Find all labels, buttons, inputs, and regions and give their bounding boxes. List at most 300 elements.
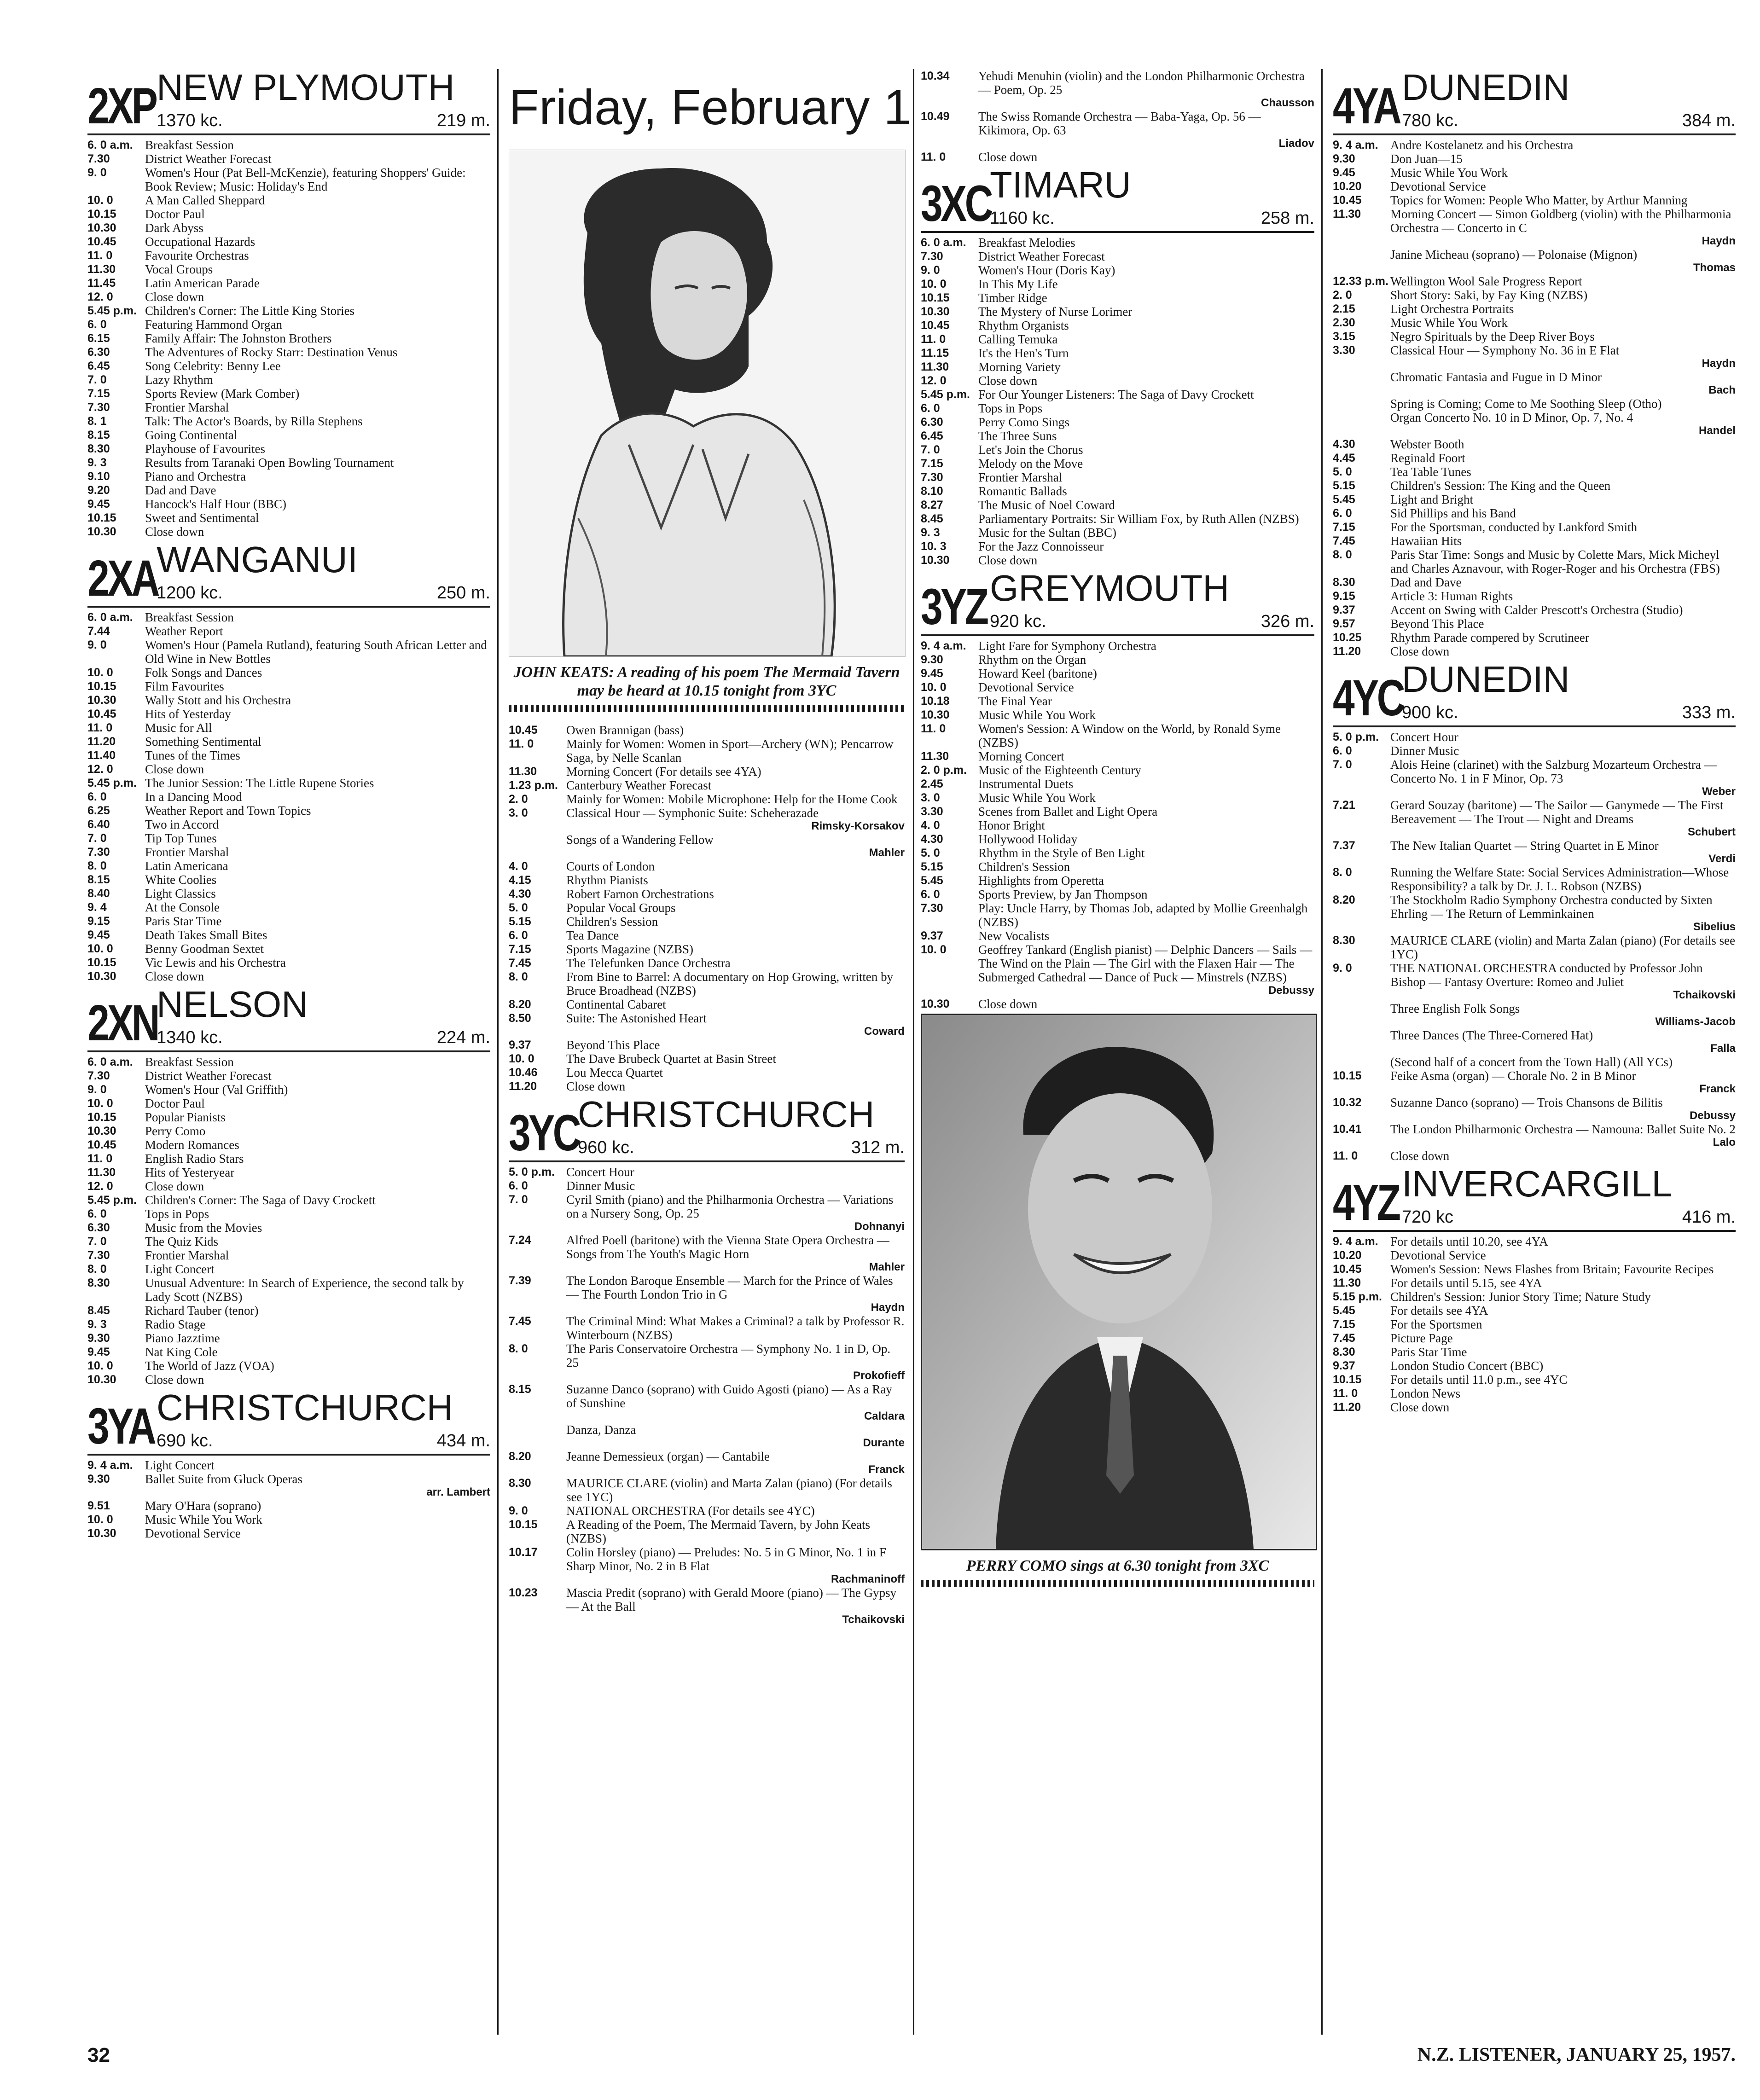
entry-programme: Music of the Eighteenth Century [978,763,1141,777]
entry-time: 10. 0 [87,1097,113,1110]
entry-composer: Coward [864,1025,905,1038]
schedule-entry [921,484,1314,498]
entry-programme: Women's Session: A Window on the World, by Ronald Syme (NZBS) [978,722,1281,749]
schedule-entry [1333,1400,1736,1414]
schedule-entry [921,777,1314,791]
entry-programme: Mary O'Hara (soprano) [145,1499,261,1513]
entry-programme: Children's Session: Junior Story Time; Nature Study [1390,1290,1651,1304]
schedule-entry [87,207,490,221]
entry-time: 3. 0 [509,806,528,819]
column-2 [509,69,912,1629]
schedule-entry [921,805,1314,818]
column-4 [1333,69,1736,1417]
entry-programme: Women's Hour (Pat Bell-McKenzie), featuring Shoppers' Guide: Book Review; Music: Holiday's End [145,166,466,193]
entry-time: 4.30 [921,833,943,846]
entry-programme: Light Fare for Symphony Orchestra [978,639,1156,653]
station-callsign: 4YZ [1333,1174,1399,1231]
entry-time: 6. 0 a.m. [87,1056,133,1068]
entry-time: 9. 4 a.m. [87,1459,133,1472]
entry-programme: Timber Ridge [978,291,1047,305]
entry-programme: Morning Concert (For details see 4YA) [566,765,761,778]
entry-programme: Latin American Parade [145,276,260,290]
entry-programme: Gerard Souzay (baritone) — The Sailor — Ganymede — The First Bereavement — The Trout — Night and Dreams [1390,798,1724,826]
entry-time: 10. 0 [87,194,113,207]
schedule-entry [921,374,1314,388]
entry-programme: Radio Stage [145,1317,206,1331]
station-2xp [87,69,490,539]
entry-programme: Accent on Swing with Calder Prescott's Orchestra (Studio) [1390,603,1683,617]
perry-como-photo [921,1014,1317,1550]
schedule-entry [921,498,1314,512]
entry-programme: Romantic Ballads [978,484,1067,498]
schedule-entry [87,762,490,776]
entry-time: 9.30 [87,1473,110,1485]
entry-time: 6. 0 [1333,744,1352,757]
entry-time: 10.15 [87,1111,116,1124]
station-wavelength: 250 m. [436,583,490,603]
station-2xn [87,986,490,1386]
entry-time: 6.40 [87,818,110,831]
entry-programme: Frontier Marshal [978,470,1063,484]
entry-time: 10. 0 [87,942,113,955]
schedule-entry [1333,1149,1736,1163]
schedule-entry [921,888,1314,901]
entry-time: 3. 0 [921,791,940,804]
entry-time: 6.30 [87,346,110,359]
entry-time: 8. 0 [87,1263,107,1276]
schedule-entry [921,443,1314,457]
entry-composer: Debussy [1268,984,1314,997]
entry-programme: Melody on the Move [978,457,1083,470]
entry-programme: District Weather Forecast [145,152,272,166]
entry-programme: Morning Concert — Simon Goldberg (violin) with the Philharmonia Orchestra — Concerto in C [1390,207,1731,235]
entry-programme: Vic Lewis and his Orchestra [145,956,286,969]
entry-programme: Topics for Women: People Who Matter, by Arthur Manning [1390,193,1688,207]
entry-time: 10.30 [87,221,116,234]
schedule-entry [921,110,1314,137]
entry-programme: Close down [1390,644,1450,658]
schedule-entry [921,332,1314,346]
entry-programme: Frontier Marshal [145,400,229,414]
entry-time: 6. 0 [509,929,528,942]
schedule-entry [921,401,1314,415]
entry-time: 7.45 [1333,1332,1355,1345]
schedule-entry [921,639,1314,653]
schedule-entry [509,1233,905,1261]
entry-time: 10.46 [509,1066,538,1079]
entry-programme: Occupational Hazards [145,235,256,249]
schedule-entry [87,166,490,193]
entry-programme: Sid Phillips and his Band [1390,506,1516,520]
entry-programme: Yehudi Menuhin (violin) and the London Philharmonic Orchestra — Poem, Op. 25 [978,69,1305,97]
entry-programme: The Criminal Mind: What Makes a Criminal? a talk by Professor R. Winterbourn (NZBS) [566,1314,905,1342]
schedule-entry [87,1096,490,1110]
entry-time: 10.45 [1333,194,1362,207]
schedule-entry [87,1499,490,1513]
schedule-entry [87,804,490,818]
entry-time: 7.45 [509,1315,531,1328]
station-wavelength: 416 m. [1682,1207,1736,1227]
entry-programme: The London Philharmonic Orchestra — Namouna: Ballet Suite No. 2 [1390,1122,1736,1136]
entry-programme: The Swiss Romande Orchestra — Baba-Yaga, Op. 56 — Kikimora, Op. 63 [978,110,1261,137]
entry-time: 8.40 [87,887,110,900]
entry-programme: Rhythm on the Organ [978,653,1086,667]
schedule-entry [87,373,490,387]
schedule-entry [921,319,1314,332]
schedule-entry [921,263,1314,277]
entry-programme: Close down [978,374,1038,388]
entry-programme: Song Celebrity: Benny Lee [145,359,281,373]
schedule-entry [921,346,1314,360]
schedule-entry [921,277,1314,291]
schedule-entry [87,470,490,483]
station-4ya [1333,69,1736,658]
entry-time: 5.15 [921,860,943,873]
station-callsign: 3YZ [921,579,987,635]
entry-programme: Close down [1390,1400,1450,1414]
entry-time: 5.45 p.m. [87,1194,137,1207]
entry-programme: Chromatic Fantasia and Fugue in D Minor [1390,370,1602,384]
entry-composer: Falla [1710,1042,1736,1055]
schedule-entry [1333,330,1736,343]
schedule-entry [1333,152,1736,166]
entry-time: 7. 0 [87,832,107,845]
entry-time: 2. 0 [1333,289,1352,302]
entry-time: 4. 0 [509,860,528,873]
entry-composer: Franck [1699,1083,1736,1095]
entry-time [509,1423,566,1437]
entry-time: 10.15 [87,208,116,220]
schedule-entry [509,1274,905,1301]
entry-time: 11.20 [1333,1401,1361,1414]
schedule-entry [1333,1055,1736,1069]
schedule-entry [509,915,905,928]
entry-time: 10.30 [87,1527,116,1540]
column-3 [921,69,1314,1598]
entry-programme: (Second half of a concert from the Town Hall) (All YCs) [1390,1055,1673,1069]
schedule-entry [87,873,490,887]
schedule-entry [921,69,1314,97]
entry-time: 2.30 [1333,316,1355,329]
entry-composer: Tchaikovski [1673,989,1736,1001]
station-wavelength: 258 m. [1260,209,1314,228]
schedule-entry [1333,493,1736,506]
entry-programme: Piano Jazztime [145,1331,220,1345]
schedule-entry [87,666,490,679]
entry-time: 11. 0 [509,737,534,750]
entry-time: 7.30 [87,1069,110,1082]
entry-time: 5. 0 [1333,465,1352,478]
schedule-entry [509,1193,905,1220]
entry-programme: Death Takes Small Bites [145,928,267,942]
entry-programme: Beyond This Place [566,1038,660,1052]
entry-time: 3.15 [1333,330,1355,343]
schedule-entry [87,776,490,790]
john-keats-portrait [509,150,906,657]
entry-programme: Playhouse of Favourites [145,442,265,456]
entry-programme: The Mystery of Nurse Lorimer [978,305,1133,319]
schedule-entry [1333,1317,1736,1331]
entry-composer: Thomas [1693,261,1736,274]
schedule-entry [87,969,490,983]
entry-programme: Hits of Yesteryear [145,1166,235,1179]
entry-programme: For details see 4YA [1390,1304,1488,1317]
entry-programme: Popular Vocal Groups [566,901,676,915]
schedule-entry [87,1359,490,1373]
entry-programme: Close down [145,1373,204,1386]
entry-programme: For the Sportsman, conducted by Lankford Smith [1390,520,1638,534]
entry-programme: Canterbury Weather Forecast [566,778,712,792]
schedule-entry [87,387,490,400]
station-frequency: 1370 kc. [157,111,223,130]
schedule-entry [87,914,490,928]
column-rule-3 [1321,69,1323,2035]
entry-time: 12. 0 [87,1180,113,1193]
entry-time: 10.18 [921,695,950,708]
schedule-entry [509,887,905,901]
schedule-entry [921,249,1314,263]
entry-time [1333,370,1390,384]
entry-time: 9. 0 [1333,962,1352,975]
entry-programme: Breakfast Session [145,1055,234,1069]
entry-time: 11. 0 [921,333,946,346]
schedule-entry [87,497,490,511]
schedule-entry [87,1262,490,1276]
entry-programme: Songs of a Wandering Fellow [566,833,714,847]
schedule-entry [509,1011,905,1025]
entry-time: 5. 0 p.m. [509,1166,555,1178]
schedule-entry [1333,617,1736,631]
schedule-entry [509,998,905,1011]
entry-time: 10.15 [921,291,950,304]
station-header [87,1389,490,1456]
entry-time: 7.15 [509,943,531,956]
schedule-entry [509,1165,905,1179]
schedule-entry [509,1450,905,1463]
entry-programme: Devotional Service [978,680,1074,694]
entry-time: 5.45 p.m. [87,777,137,789]
entry-programme: Janine Micheau (soprano) — Polonaise (Mignon) [1390,248,1638,261]
schedule-entry [1333,166,1736,180]
entry-programme: Instrumental Duets [978,777,1074,791]
schedule-entry [87,1526,490,1540]
entry-time: 10. 0 [921,943,947,956]
entry-programme: Short Story: Saki, by Fay King (NZBS) [1390,288,1588,302]
schedule-entry [1333,437,1736,451]
schedule-entry [509,1423,905,1437]
entry-time: 9. 0 [87,1083,107,1096]
station-frequency: 900 kc. [1402,703,1458,722]
entry-composer: Haydn [871,1301,905,1314]
entry-programme: Film Favourites [145,679,224,693]
entry-time: 10.17 [509,1546,538,1559]
station-city: CHRISTCHURCH [157,1387,453,1428]
entry-programme: Three Dances (The Three-Cornered Hat) [1390,1028,1593,1042]
entry-programme: Let's Join the Chorus [978,443,1083,457]
schedule-entry [921,694,1314,708]
entry-programme: London News [1390,1386,1461,1400]
entry-programme: Organ Concerto No. 10 in D Minor, Op. 7, No. 4 [1390,411,1633,424]
keats-caption: JOHN KEATS: A reading of his poem The Mermaid Tavern may be heard at 10.15 tonight from 3YC [513,664,900,699]
schedule-entry [87,290,490,304]
entry-time: 7.30 [87,1249,110,1262]
schedule-entry [87,624,490,638]
entry-time: 8. 1 [87,415,107,428]
schedule-entry [921,680,1314,694]
schedule-entry [87,1179,490,1193]
entry-programme: Children's Corner: The Little King Stories [145,304,355,318]
schedule-entry [509,1079,905,1093]
schedule-entry [921,291,1314,305]
schedule-entry [921,929,1314,943]
entry-time: 8. 0 [1333,866,1352,879]
entry-programme: Wellington Wool Sale Progress Report [1390,274,1582,288]
schedule-entry [1333,893,1736,921]
entry-time: 4.30 [509,888,531,900]
entry-programme: Nat King Cole [145,1345,218,1359]
schedule-entry [1333,1002,1736,1015]
entry-time: 10.30 [87,970,116,983]
entry-composer: Williams-Jacob [1655,1015,1736,1028]
entry-programme: Rhythm Organists [978,319,1069,332]
station-city: DUNEDIN [1402,67,1570,108]
entry-time: 8.45 [921,512,943,525]
entry-programme: Sports Review (Mark Comber) [145,387,300,400]
schedule-entry [1333,1122,1736,1136]
entry-programme: Close down [566,1079,626,1093]
entry-programme: New Vocalists [978,929,1050,943]
entry-time: 8.15 [87,429,110,441]
schedule-entry [921,470,1314,484]
schedule-entry [921,708,1314,722]
entry-programme: Classical Hour — Symphony No. 36 in E Flat [1390,343,1620,357]
schedule-entry [1333,1290,1736,1304]
entry-time: 11. 0 [87,1152,113,1165]
entry-time: 10.20 [1333,1249,1362,1262]
entry-composer: Dohnanyi [854,1220,905,1233]
entry-time: 3.30 [1333,344,1355,357]
entry-programme: Jeanne Demessieux (organ) — Cantabile [566,1450,770,1463]
entry-programme: Folk Songs and Dances [145,666,262,679]
schedule-entry [509,942,905,956]
entry-programme: In This My Life [978,277,1058,291]
entry-programme: Tea Dance [566,928,619,942]
entry-programme: Dark Abyss [145,221,203,235]
schedule-entry [87,900,490,914]
schedule-entry [87,638,490,666]
schedule-entry [1333,316,1736,330]
schedule-entry [87,331,490,345]
schedule-entry [1333,274,1736,288]
station-city: GREYMOUTH [990,568,1229,609]
schedule-entry [921,305,1314,319]
schedule-entry [87,748,490,762]
entry-programme: Geoffrey Tankard (English pianist) — Delphic Dancers — Sails — The Wind on the Plain — The Girl with the Flaxen Hair — The Submerged Cathedral — Dance of Puck — Minstrels (NZBS) [978,943,1313,984]
schedule-entry [509,928,905,942]
entry-time: 10. 0 [921,681,947,694]
entry-programme: Owen Brannigan (bass) [566,723,684,737]
entry-time: 9.15 [1333,590,1355,603]
entry-time: 10.30 [921,708,950,721]
station-header [1333,69,1736,135]
entry-time: 11.20 [87,735,116,748]
station-3ya [87,1389,490,1540]
station-4yz [1333,1163,1736,1414]
schedule-entry [1333,644,1736,658]
entry-programme: A Reading of the Poem, The Mermaid Tavern, by John Keats (NZBS) [566,1518,870,1545]
entry-programme: Tops in Pops [145,1207,209,1221]
station-callsign: 3YA [87,1398,154,1455]
entry-time: 10.45 [509,724,538,737]
entry-time: 8.20 [509,998,531,1011]
entry-time: 10.45 [87,708,116,720]
entry-time: 7.30 [921,250,943,263]
schedule-entry [87,818,490,831]
entry-programme: Music While You Work [145,1513,262,1526]
schedule-entry [87,610,490,624]
station-3yz [921,570,1314,1011]
schedule-entry [1333,1248,1736,1262]
entry-time: 9. 3 [921,526,940,539]
entry-programme: Sweet and Sentimental [145,511,259,525]
entry-programme: Howard Keel (baritone) [978,667,1097,680]
entry-programme: Benny Goodman Sextet [145,942,264,956]
entry-time: 7.30 [87,846,110,859]
entry-programme: Rhythm Pianists [566,873,648,887]
entry-programme: Tea Table Tunes [1390,465,1471,479]
station-2xa [87,541,490,983]
entry-time: 10. 0 [87,1513,113,1526]
entry-time: 10. 0 [87,666,113,679]
entry-programme: Children's Session [566,915,658,928]
entry-programme: Close down [145,1179,204,1193]
schedule-entry [87,1055,490,1069]
entry-time: 8.50 [509,1012,531,1025]
schedule-entry [509,1476,905,1504]
schedule-entry [1333,343,1736,357]
station-header [87,541,490,608]
entry-programme: Breakfast Session [145,138,234,152]
entry-time: 9.30 [1333,152,1355,165]
entry-time: 6. 0 a.m. [921,236,966,249]
entry-time: 8.30 [87,442,110,455]
entry-composer: arr. Lambert [426,1486,490,1498]
schedule-entry [87,428,490,442]
schedule-entry [1333,180,1736,193]
schedule-entry [1333,730,1736,744]
schedule-entry [1333,506,1736,520]
entry-programme: Featuring Hammond Organ [145,318,282,331]
station-header [921,570,1314,636]
entry-programme: THE NATIONAL ORCHESTRA conducted by Professor John Bishop — Fantasy Overture: Romeo and Juliet [1390,961,1703,989]
schedule-entry [1333,370,1736,384]
entry-programme: Devotional Service [1390,1248,1486,1262]
entry-time: 6.45 [921,429,943,442]
entry-time: 9.51 [87,1499,110,1512]
entry-time: 11.40 [87,749,116,762]
entry-programme: Music for All [145,721,212,735]
entry-programme: Popular Pianists [145,1110,226,1124]
entry-programme: Vocal Groups [145,262,213,276]
station-4yc [1333,661,1736,1163]
entry-time [1333,1055,1390,1069]
station-frequency: 1160 kc. [990,209,1055,228]
entry-programme: Close down [978,150,1038,164]
entry-composer: Prokofieff [853,1369,905,1382]
schedule-entry [87,721,490,735]
schedule-entry [87,1166,490,1179]
entry-programme: Alfred Poell (baritone) with the Vienna State Opera Orchestra — Songs from The Youth's Magic Horn [566,1233,889,1261]
